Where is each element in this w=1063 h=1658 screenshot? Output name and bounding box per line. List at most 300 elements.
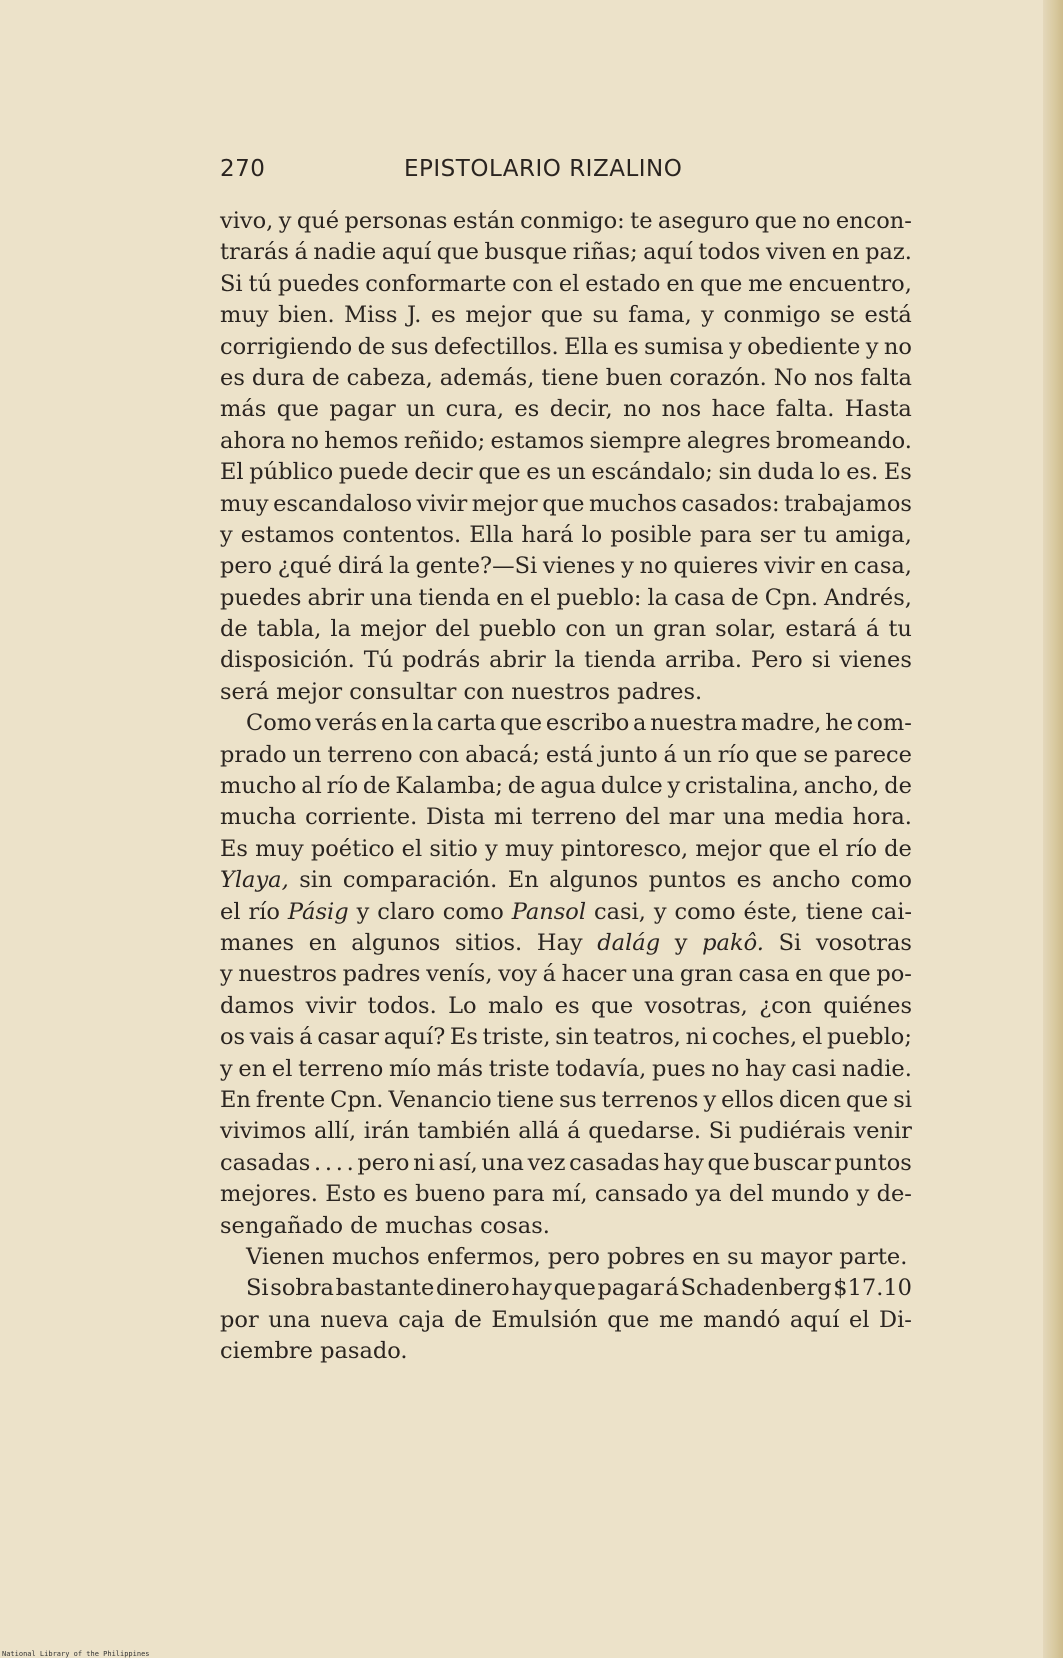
word: aquí xyxy=(643,239,693,266)
word: claro xyxy=(377,898,435,925)
text-line xyxy=(220,1305,912,1336)
word: ser xyxy=(759,521,796,548)
word: Ylaya, xyxy=(220,867,289,894)
word: voy xyxy=(498,961,538,988)
word: alegres xyxy=(686,427,771,454)
text-line xyxy=(220,614,912,645)
word: que xyxy=(591,992,634,1019)
page-edge xyxy=(1043,0,1063,1658)
word: un xyxy=(556,459,586,486)
text-line xyxy=(220,1116,912,1147)
word: con xyxy=(512,270,553,297)
word: escribo xyxy=(545,710,630,737)
word: muy xyxy=(255,835,304,862)
word: Es xyxy=(220,835,248,862)
word: terreno xyxy=(327,741,413,768)
word: Ella xyxy=(564,333,609,360)
word: del xyxy=(728,1181,764,1208)
word: la xyxy=(330,616,352,643)
word: reñido; xyxy=(403,427,486,454)
word: y xyxy=(701,302,714,329)
word: madre, xyxy=(741,710,822,737)
word: tiene xyxy=(805,898,864,925)
word: Cpn. xyxy=(330,1086,384,1113)
word: he xyxy=(825,710,854,737)
word: á xyxy=(542,961,557,988)
word: arriba. xyxy=(664,647,743,674)
word: dulce xyxy=(600,773,663,800)
word: del xyxy=(625,804,661,831)
word: aseguro xyxy=(657,208,750,234)
word: puntos xyxy=(834,1149,912,1176)
word: triste, xyxy=(482,1024,551,1051)
text-line xyxy=(220,1211,912,1242)
word: es xyxy=(430,302,456,329)
word: á xyxy=(865,616,880,643)
word: no xyxy=(802,208,831,234)
word: bastante xyxy=(335,1275,435,1302)
word: Pansol xyxy=(511,898,587,925)
word: que xyxy=(540,302,583,329)
word: Vienen muchos enfermos, pero pobres en su mayor parte. xyxy=(246,1243,908,1270)
word: el xyxy=(401,835,423,862)
text-line xyxy=(220,677,912,708)
word: cai- xyxy=(871,898,912,925)
word: mandó xyxy=(703,1306,781,1333)
word: además, xyxy=(439,364,535,391)
text-line xyxy=(220,897,912,928)
word: cristalina, xyxy=(684,773,799,800)
word: una xyxy=(369,584,413,611)
word: damos xyxy=(220,992,295,1019)
word: en xyxy=(238,1055,267,1082)
word: . xyxy=(335,1149,343,1176)
word: en xyxy=(308,929,337,956)
word: que xyxy=(754,208,797,234)
word: una xyxy=(268,1306,311,1333)
library-credit: National Library of the Philippines xyxy=(2,1650,150,1658)
text-line xyxy=(220,802,912,833)
word: Andrés, xyxy=(823,584,912,611)
word: tú xyxy=(248,270,273,297)
word: quiénes xyxy=(823,992,912,1019)
word: pueblo xyxy=(478,616,557,643)
word: es xyxy=(220,364,245,391)
running-title: EPISTOLARIO RIZALINO xyxy=(404,156,683,182)
word: á xyxy=(665,1275,679,1302)
word: dinero xyxy=(435,1275,510,1302)
word: aquí? xyxy=(383,1024,446,1051)
word: No xyxy=(773,364,807,391)
word: sus xyxy=(559,1086,597,1113)
word: obediente xyxy=(747,333,861,360)
word: tabla, xyxy=(256,616,322,643)
word: vez xyxy=(527,1149,566,1176)
word: que xyxy=(478,459,521,486)
word: vienes xyxy=(839,647,912,674)
word: un xyxy=(292,741,322,768)
word: defectillos. xyxy=(433,333,559,360)
word: verás xyxy=(315,710,378,737)
word: que xyxy=(499,710,543,737)
word: nueva xyxy=(320,1306,389,1333)
word: es. xyxy=(846,459,879,486)
word: que xyxy=(707,1149,750,1176)
word: buscar xyxy=(753,1149,831,1176)
word: casa xyxy=(674,584,726,611)
word: casadas xyxy=(569,1149,660,1176)
word: vosotras, xyxy=(644,992,748,1019)
word: gente?—Si xyxy=(415,553,538,580)
word: el xyxy=(801,1024,823,1051)
word: Miss xyxy=(344,302,398,329)
word: allí, xyxy=(313,1118,357,1145)
word: Tú xyxy=(363,647,394,674)
word: pagar xyxy=(597,1275,664,1302)
word: te xyxy=(630,208,653,234)
text-line xyxy=(220,520,912,551)
word: me xyxy=(748,270,783,297)
word: decir xyxy=(414,459,473,486)
word: escandaloso xyxy=(273,490,413,517)
word: pudiérais xyxy=(739,1118,846,1145)
word: ahora xyxy=(220,427,286,454)
word: puedes xyxy=(220,584,302,611)
word: es xyxy=(514,396,540,423)
word: cura, xyxy=(445,396,504,423)
word: un xyxy=(406,396,436,423)
word: río xyxy=(845,835,877,862)
word: Si xyxy=(220,270,243,297)
word: una xyxy=(481,1149,524,1176)
word: viven xyxy=(765,239,827,266)
word: com- xyxy=(856,710,912,737)
word: como xyxy=(850,867,912,894)
word: bueno xyxy=(415,1181,486,1208)
word: en xyxy=(795,961,823,988)
word: en xyxy=(380,710,409,737)
word: vais xyxy=(249,1024,295,1051)
word: parece xyxy=(834,741,912,768)
word: tiene xyxy=(496,1086,555,1113)
word: de- xyxy=(876,1181,912,1208)
word: y xyxy=(667,773,681,800)
word: tienda xyxy=(584,647,657,674)
word: que xyxy=(768,835,811,862)
letter-body xyxy=(220,206,912,1367)
word: una xyxy=(723,804,766,831)
word: sengañado de muchas cosas. xyxy=(220,1212,550,1239)
word: es xyxy=(613,333,639,360)
word: y xyxy=(278,208,292,234)
word: que xyxy=(607,1306,650,1333)
text-line xyxy=(220,645,912,676)
word: gran xyxy=(679,961,733,988)
word: casar xyxy=(317,1024,380,1051)
word: el xyxy=(220,898,241,925)
word: manes xyxy=(220,929,295,956)
word: aquí xyxy=(381,239,432,266)
word: en xyxy=(496,584,525,611)
word: si xyxy=(893,1086,912,1113)
word: el xyxy=(817,835,839,862)
word: hacer xyxy=(561,961,627,988)
text-line xyxy=(220,959,912,990)
word: nadie. xyxy=(841,1055,912,1082)
word: de xyxy=(220,616,248,643)
word: que xyxy=(845,1086,889,1113)
word: comparación. xyxy=(342,867,498,894)
word: duda xyxy=(757,459,815,486)
text-line xyxy=(220,771,912,802)
word: terrenos xyxy=(601,1086,699,1113)
word: mejor xyxy=(471,490,538,517)
word: . xyxy=(346,1149,354,1176)
word: abrir xyxy=(489,647,546,674)
word: se xyxy=(803,741,829,768)
word: y xyxy=(220,521,233,548)
word: río xyxy=(717,741,750,768)
word: muchos xyxy=(588,490,677,517)
word: posible xyxy=(610,521,692,548)
word: sin xyxy=(718,459,752,486)
text-line xyxy=(220,394,912,425)
text-line xyxy=(220,1054,912,1085)
word: y xyxy=(621,553,634,580)
word: de xyxy=(311,364,340,391)
word: hace xyxy=(711,396,766,423)
word: dirá xyxy=(337,553,384,580)
word: casados: xyxy=(681,490,780,517)
word: Emulsión xyxy=(491,1306,598,1333)
word: un xyxy=(615,616,645,643)
word: terreno xyxy=(531,804,617,831)
word: personas xyxy=(344,208,448,234)
word: que xyxy=(436,239,479,266)
word: si xyxy=(811,647,831,674)
word: trabajamos xyxy=(784,490,912,517)
word: y xyxy=(220,961,233,988)
word: éste, xyxy=(743,898,798,925)
word: vosotras xyxy=(815,929,912,956)
word: ancho, xyxy=(803,773,880,800)
text-line xyxy=(220,865,912,896)
word: en xyxy=(820,553,849,580)
word: que xyxy=(542,490,585,517)
word: para xyxy=(699,521,752,548)
word: En xyxy=(507,867,539,894)
word: carta xyxy=(436,710,497,737)
word: de xyxy=(884,835,912,862)
text-line xyxy=(220,426,912,457)
word: están xyxy=(452,208,515,234)
word: que xyxy=(276,396,319,423)
word: ni xyxy=(413,1149,435,1176)
word: es xyxy=(554,992,580,1019)
word: buen xyxy=(605,364,663,391)
text-line xyxy=(220,834,912,865)
text-line xyxy=(220,457,912,488)
word: casadas xyxy=(220,1149,311,1176)
word: malo xyxy=(487,992,544,1019)
word: todos. xyxy=(367,992,437,1019)
word: el xyxy=(271,1055,293,1082)
word: triste xyxy=(488,1055,550,1082)
word: nadie xyxy=(313,239,377,266)
word: contentos. xyxy=(342,521,462,548)
word: la xyxy=(647,584,669,611)
word: nos xyxy=(813,364,854,391)
word: es xyxy=(383,1181,408,1208)
word: quedarse. xyxy=(588,1118,702,1145)
word: de xyxy=(454,1306,482,1333)
word: ni xyxy=(685,1024,708,1051)
word: al xyxy=(301,773,322,800)
word: sitios. xyxy=(454,929,523,956)
word: hay xyxy=(745,1055,786,1082)
word: para xyxy=(492,1181,545,1208)
word: . xyxy=(324,1149,333,1176)
word: á xyxy=(299,1024,313,1051)
word: decir, xyxy=(549,396,613,423)
word: teatros, xyxy=(593,1024,681,1051)
word: no xyxy=(711,1055,740,1082)
word: hay xyxy=(511,1275,552,1302)
word: y xyxy=(220,1055,233,1082)
word: tiene xyxy=(541,364,599,391)
word: podrás xyxy=(402,647,481,674)
word: tu xyxy=(803,521,827,548)
text-line xyxy=(220,708,912,739)
word: y xyxy=(653,898,667,925)
word: Esto xyxy=(325,1181,376,1208)
word: la xyxy=(554,647,576,674)
word: frente xyxy=(255,1086,326,1113)
word: pues xyxy=(651,1055,706,1082)
word: que xyxy=(828,961,871,988)
word: se xyxy=(830,302,855,329)
word: me xyxy=(658,1306,694,1333)
word: Pásig xyxy=(287,898,349,925)
word: la xyxy=(389,553,410,580)
word: hora. xyxy=(852,804,912,831)
word: nuestra xyxy=(650,710,738,737)
word: no xyxy=(290,427,319,454)
word: ellos xyxy=(721,1086,774,1113)
word: tienda xyxy=(418,584,491,611)
word: dicen xyxy=(778,1086,841,1113)
word: vivir xyxy=(764,553,815,580)
word: que xyxy=(700,270,743,297)
word: ya xyxy=(695,1181,722,1208)
word: que xyxy=(755,741,798,768)
word: siempre xyxy=(589,427,682,454)
word: sobra xyxy=(270,1275,334,1302)
word: algunos xyxy=(351,929,441,956)
word: vivo, xyxy=(220,208,274,234)
word: mejor xyxy=(360,616,426,643)
word: paz. xyxy=(865,239,912,266)
word: nuestros xyxy=(238,961,338,988)
word: y xyxy=(703,1086,717,1113)
word: muy xyxy=(504,835,554,862)
word: venir xyxy=(853,1118,912,1145)
word: también xyxy=(417,1118,511,1145)
word: agua xyxy=(540,773,596,800)
word: . xyxy=(314,1149,322,1176)
word: está xyxy=(864,302,912,329)
word: sumisa xyxy=(644,333,724,360)
word: pero xyxy=(220,553,273,580)
word: el xyxy=(848,1306,870,1333)
word: todos xyxy=(698,239,761,266)
word: el xyxy=(558,270,580,297)
word: así, xyxy=(438,1149,478,1176)
word: bromeando. xyxy=(775,427,912,454)
word: mi xyxy=(493,804,523,831)
word: no xyxy=(883,333,912,360)
word: á xyxy=(567,1118,581,1145)
page-header xyxy=(220,156,912,190)
word: con xyxy=(418,741,460,768)
word: El xyxy=(220,459,244,486)
word: y xyxy=(856,1181,870,1208)
word: Es xyxy=(883,459,912,486)
word: ¿qué xyxy=(277,553,332,580)
word: todavía, xyxy=(555,1055,647,1082)
word: corazón. xyxy=(669,364,767,391)
word: vivir xyxy=(305,992,357,1019)
word: puntos xyxy=(648,867,727,894)
word: su xyxy=(592,302,619,329)
word: J. xyxy=(406,302,422,329)
word: de xyxy=(731,584,759,611)
word: puedes xyxy=(277,270,360,297)
word: una xyxy=(631,961,675,988)
word: media xyxy=(774,804,844,831)
word: Como xyxy=(246,710,312,737)
word: á xyxy=(663,741,677,768)
word: pero xyxy=(357,1149,410,1176)
word: amiga, xyxy=(834,521,912,548)
word: de xyxy=(362,773,391,800)
word: cansado xyxy=(594,1181,689,1208)
word: está xyxy=(545,741,594,768)
word: prado xyxy=(220,741,287,768)
word: pintoresco, xyxy=(560,835,689,862)
word: mar xyxy=(668,804,715,831)
word: en xyxy=(831,239,860,266)
word: más xyxy=(220,396,267,423)
word: Ella xyxy=(469,521,514,548)
word: abacá; xyxy=(465,741,540,768)
word: casi xyxy=(791,1055,837,1082)
word: hemos xyxy=(324,427,399,454)
word: fama, xyxy=(628,302,692,329)
word: Schadenberg xyxy=(680,1275,832,1302)
word: Lo xyxy=(448,992,477,1019)
word: Si xyxy=(778,929,802,956)
text-line xyxy=(220,928,912,959)
word: mejores. xyxy=(220,1181,318,1208)
word: aquí xyxy=(789,1306,840,1333)
text-line xyxy=(220,1336,912,1367)
word: río xyxy=(326,773,359,800)
text-line xyxy=(220,1085,912,1116)
word: río xyxy=(248,898,280,925)
word: gran xyxy=(653,616,707,643)
word: como xyxy=(442,898,504,925)
